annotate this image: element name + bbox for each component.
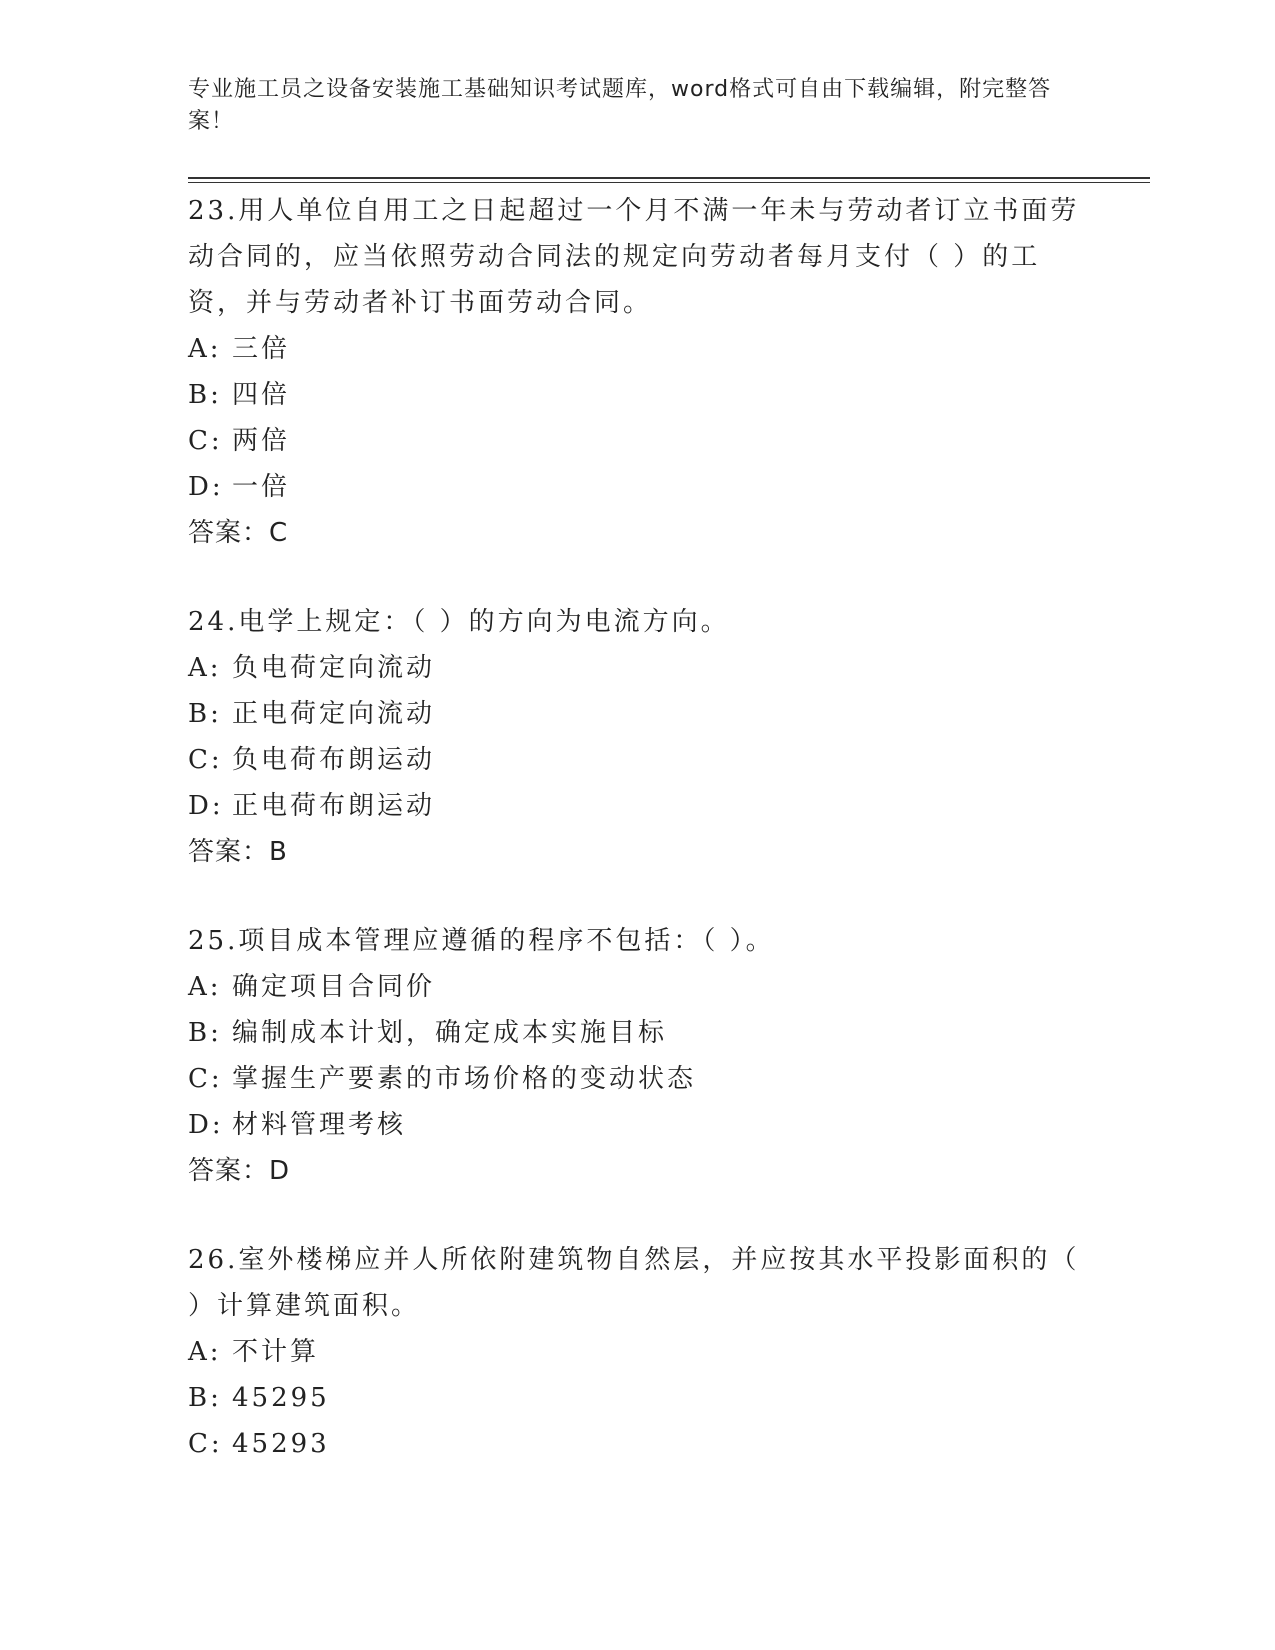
question-text: 24.电学上规定：（ ）的方向为电流方向。 bbox=[188, 607, 730, 637]
option-letter: B: bbox=[188, 699, 222, 729]
option-text: 不计算 bbox=[232, 1337, 320, 1367]
option-b bbox=[188, 372, 1088, 418]
option-a bbox=[188, 326, 1088, 372]
option-text: 负电荷布朗运动 bbox=[232, 745, 436, 775]
option-letter: B: bbox=[188, 1383, 222, 1413]
option-letter: D: bbox=[188, 472, 224, 502]
option-a bbox=[188, 1329, 1088, 1375]
option-text: 四倍 bbox=[232, 380, 291, 410]
option-a bbox=[188, 645, 1088, 691]
option-d bbox=[188, 1102, 1088, 1148]
option-letter: C: bbox=[188, 426, 223, 456]
option-b bbox=[188, 1375, 1088, 1421]
option-letter: A: bbox=[188, 334, 222, 364]
option-text: 三倍 bbox=[232, 334, 291, 364]
question-text: 25.项目成本管理应遵循的程序不包括：（ ）。 bbox=[188, 926, 775, 956]
option-a bbox=[188, 964, 1088, 1010]
question-text: 26.室外楼梯应并人所依附建筑物自然层，并应按其水平投影面积的（ ）计算建筑面积。 bbox=[188, 1245, 1080, 1321]
option-b bbox=[188, 1010, 1088, 1056]
option-letter: D: bbox=[188, 1110, 224, 1140]
answer-line: 答案：D bbox=[188, 1156, 291, 1186]
option-text: 确定项目合同价 bbox=[232, 972, 436, 1002]
option-text: 两倍 bbox=[232, 426, 291, 456]
option-letter: A: bbox=[188, 1337, 222, 1367]
question-26 bbox=[188, 1237, 1088, 1467]
header-rule-thick bbox=[188, 177, 1150, 179]
question-text: 23.用人单位自用工之日起超过一个月不满一年未与劳动者订立书面劳动合同的，应当依照劳动合同法的规定向劳动者每月支付（ ）的工资，并与劳动者补订书面劳动合同。 bbox=[188, 196, 1080, 318]
option-c bbox=[188, 737, 1088, 783]
option-text: 编制成本计划，确定成本实施目标 bbox=[232, 1018, 668, 1048]
option-text: 负电荷定向流动 bbox=[232, 653, 436, 683]
option-b bbox=[188, 691, 1088, 737]
option-d bbox=[188, 783, 1088, 829]
option-letter: A: bbox=[188, 653, 222, 683]
question-25 bbox=[188, 918, 1088, 1194]
option-text: 45293 bbox=[232, 1429, 330, 1459]
answer-line: 答案：B bbox=[188, 837, 288, 867]
option-letter: C: bbox=[188, 1429, 223, 1459]
option-text: 正电荷定向流动 bbox=[232, 699, 436, 729]
option-c bbox=[188, 418, 1088, 464]
option-d bbox=[188, 464, 1088, 510]
question-24 bbox=[188, 599, 1088, 875]
option-letter: B: bbox=[188, 380, 222, 410]
option-letter: A: bbox=[188, 972, 222, 1002]
option-text: 掌握生产要素的市场价格的变动状态 bbox=[232, 1064, 697, 1094]
option-letter: C: bbox=[188, 1064, 223, 1094]
option-text: 一倍 bbox=[232, 472, 291, 502]
option-letter: B: bbox=[188, 1018, 222, 1048]
document-header: 专业施工员之设备安装施工基础知识考试题库，word格式可自由下载编辑，附完整答案！ bbox=[188, 77, 1052, 134]
option-text: 45295 bbox=[232, 1383, 330, 1413]
option-c bbox=[188, 1421, 1088, 1467]
option-letter: C: bbox=[188, 745, 223, 775]
option-c bbox=[188, 1056, 1088, 1102]
header-rule-thin bbox=[188, 182, 1150, 183]
option-text: 正电荷布朗运动 bbox=[232, 791, 436, 821]
answer-line: 答案：C bbox=[188, 518, 289, 548]
option-text: 材料管理考核 bbox=[232, 1110, 407, 1140]
question-list bbox=[188, 188, 1088, 1510]
question-23 bbox=[188, 188, 1088, 556]
option-letter: D: bbox=[188, 791, 224, 821]
